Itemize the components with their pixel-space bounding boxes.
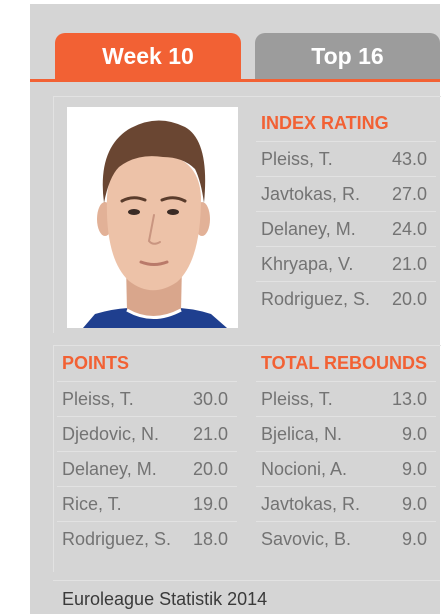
- total-rebounds-row: [256, 451, 436, 486]
- player-name: Rodriguez, S.: [261, 288, 371, 309]
- total-rebounds-row: [256, 486, 436, 521]
- player-headshot-icon: [67, 107, 238, 328]
- player-photo: [67, 107, 238, 328]
- player-name: Rodriguez, S.: [62, 528, 172, 549]
- points-title: POINTS: [62, 353, 130, 373]
- player-name: Pleiss, T.: [261, 388, 333, 409]
- stat-value: 9.0: [401, 493, 427, 514]
- tab-bar-underline: [30, 79, 440, 82]
- points-row: [57, 451, 237, 486]
- total-rebounds-row: [256, 416, 436, 451]
- points-row: [57, 381, 237, 416]
- player-name: Javtokas, R.: [261, 493, 361, 514]
- total-rebounds-row: [256, 521, 436, 556]
- index-rating-row: [256, 211, 436, 246]
- index-rating-row: [256, 246, 436, 281]
- player-name: Delaney, M.: [62, 458, 157, 479]
- total-rebounds-row: [256, 381, 436, 416]
- player-name: Nocioni, A.: [261, 458, 348, 479]
- points-row: [57, 486, 237, 521]
- stat-value: 20.0: [192, 458, 228, 479]
- index-rating-title: INDEX RATING: [261, 113, 389, 133]
- tab-top-16[interactable]: [255, 33, 440, 80]
- player-name: Delaney, M.: [261, 218, 356, 239]
- stat-value: 9.0: [401, 528, 427, 549]
- stat-value: 27.0: [391, 183, 427, 204]
- stat-value: 30.0: [192, 388, 228, 409]
- player-name: Bjelica, N.: [261, 423, 343, 444]
- player-name: Javtokas, R.: [261, 183, 361, 204]
- points-list: [57, 345, 237, 556]
- player-name: Pleiss, T.: [261, 148, 333, 169]
- tab-week-10[interactable]: [55, 33, 241, 80]
- index-rating-row: [256, 281, 436, 316]
- player-name: Khryapa, V.: [261, 253, 354, 274]
- player-name: Rice, T.: [62, 493, 122, 514]
- stat-value: 43.0: [391, 148, 427, 169]
- stat-value: 19.0: [192, 493, 228, 514]
- footer-caption: Euroleague Statistik 2014: [62, 589, 268, 609]
- player-name: Pleiss, T.: [62, 388, 134, 409]
- stat-value: 18.0: [192, 528, 228, 549]
- stat-value: 13.0: [391, 388, 427, 409]
- stat-value: 9.0: [401, 458, 427, 479]
- stat-value: 9.0: [401, 423, 427, 444]
- total-rebounds-list: [256, 345, 436, 556]
- tab-week-10-label: Week 10: [102, 43, 194, 69]
- player-name: Savovic, B.: [261, 528, 352, 549]
- tab-top-16-label: Top 16: [311, 43, 384, 69]
- index-rating-row: [256, 176, 436, 211]
- stat-value: 21.0: [192, 423, 228, 444]
- points-row: [57, 416, 237, 451]
- index-rating-row: [256, 141, 436, 176]
- stat-value: 21.0: [391, 253, 427, 274]
- stat-value: 20.0: [391, 288, 427, 309]
- footer-divider: [53, 580, 440, 581]
- points-row: [57, 521, 237, 556]
- total-rebounds-title: TOTAL REBOUNDS: [261, 353, 428, 373]
- player-name: Djedovic, N.: [62, 423, 160, 444]
- stat-value: 24.0: [391, 218, 427, 239]
- index-rating-list: [256, 105, 436, 316]
